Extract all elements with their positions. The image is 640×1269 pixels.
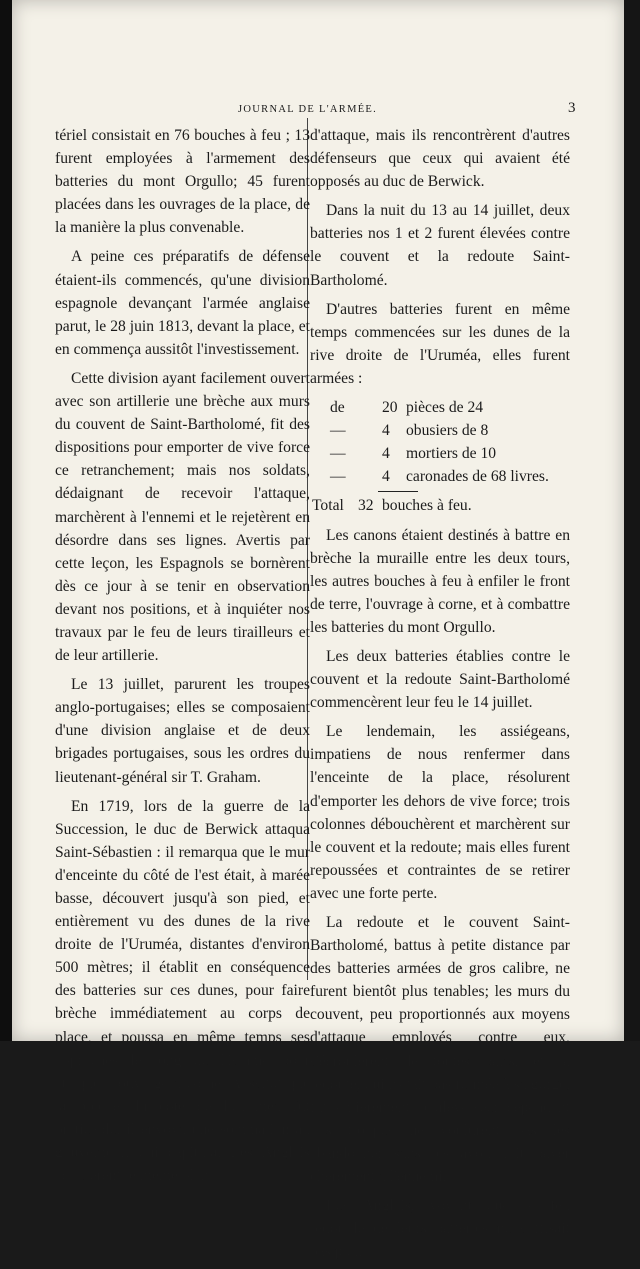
list-prefix: — — [330, 445, 346, 463]
paragraph: Dans la nuit du 13 au 14 juillet, deux batteries nos 1 et 2 furent élevées contre le couvent et la redoute Saint-Bartholomé. — [310, 202, 570, 289]
running-head: JOURNAL DE L'ARMÉE. — [238, 104, 378, 115]
paragraph: Les deux batteries établies contre le couvent et la redoute Saint-Bartholomé commencèrent leur feu le 14 juillet. — [310, 647, 570, 712]
armament-list — [310, 396, 570, 517]
total-rule — [378, 491, 418, 492]
book-page — [12, 0, 624, 1261]
list-item — [310, 419, 570, 442]
paragraph: En 1719, lors de la guerre de la Succession, le duc de Berwick attaqua Saint-Sébastien : il remarqua que le mur d'enceinte du côté de l'est était, à marée basse, découvert jusqu'à son pied, et entièrement vu des dunes de la rive droite de l'Uruméa, distantes d'environ 500 mètres; il établit en conséquence des batteries sur ces dunes, pour faire brèche immédiatement au corps de place, et poussa en même temps ses approches le long de l'isthme pour attaquer l'ouvrage à corne. Aussitôt que la brèche du côté de l'Uruméa fut praticable, il envoya une sommation au gouverneur, qui capitula. Les Anglais adoptèrent le même plan — [55, 797, 310, 1185]
list-prefix: de — [330, 399, 345, 417]
list-label: obusiers de 8 — [406, 422, 489, 440]
total-label: Total — [312, 497, 344, 515]
paragraph: La redoute et le couvent Saint-Bartholomé, battus à petite distance par des batteries armées de gros calibre, ne furent bientôt plus tenables; les murs du couvent, peu proportionnés aux moyens d'attaque employés contre eux, s'écroulèrent de toutes parts, et la redoute, qui n'était pas fermée à sa gorge, fut entièrement bouleversée; cependant nos troupes ne voulurent pas les abandonner sans les avoir fait payer chèrement à l'ennemi. — [310, 914, 570, 1186]
list-count: 4 — [382, 445, 390, 463]
left-column — [55, 124, 310, 1193]
scan-border-right — [624, 0, 640, 1041]
paragraph: Le 13 juillet, parurent les troupes anglo-portugaises; elles se composaient d'une division anglaise et de deux brigades portugaises, sous les ordres du lieutenant-général sir T. Graham. — [55, 676, 310, 786]
list-label: pièces de 24 — [406, 399, 484, 417]
total-count: 32 — [358, 497, 374, 515]
list-item — [310, 396, 570, 419]
list-label: caronades de 68 livres. — [406, 468, 549, 486]
paragraph: Cette division ayant facilement ouvert avec son artillerie une brèche aux murs du couvent de Saint-Bartholomé, fit des dispositions pour emporter de vive force ce retranchement; mais nos soldats, dédaignant de recevoir l'attaque, marchèrent à l'ennemi et le rejetèrent en désordre dans ses lignes. Avertis par cette leçon, les Espagnols se bornèrent dès ce jour à se tenir en observation devant nos positions, et à inquiéter nos travaux par le feu de leurs tirailleurs et de leur artillerie. — [55, 369, 310, 665]
list-count: 20 — [382, 399, 398, 417]
total-line — [310, 494, 570, 517]
list-count: 4 — [382, 468, 390, 486]
paragraph: Les Anglais, voyant que le feu redoublé de leurs batteries ne suffisait pas pour — [310, 1197, 570, 1261]
list-item — [310, 442, 570, 465]
list-prefix: — — [330, 468, 346, 486]
page-number: 3 — [568, 100, 576, 116]
list-label: mortiers de 10 — [406, 445, 497, 463]
list-item — [310, 465, 570, 488]
right-column — [310, 124, 570, 1269]
scan-border-left — [0, 0, 12, 1041]
paragraph: D'autres batteries furent en même temps commencées sur les dunes de la rive droite de l'Uruméa, elles furent armées : — [310, 300, 570, 387]
paragraph: tériel consistait en 76 bouches à feu ; 13 furent employées à l'armement des batteries du mont Orgullo; 45 furent placées dans les ouvrages de la place, de la manière la plus convenable. — [55, 127, 310, 237]
paragraph: A peine ces préparatifs de défense étaient-ils commencés, qu'une division espagnole devançant l'armée anglaise parut, le 28 juin 1813, devant la place, et en commença aussitôt l'investissement. — [55, 248, 310, 358]
paragraph: d'attaque, mais ils rencontrèrent d'autres défenseurs que ceux qui avaient été opposés au duc de Berwick. — [310, 127, 570, 191]
list-count: 4 — [382, 422, 390, 440]
list-prefix: — — [330, 422, 346, 440]
paragraph: Le lendemain, les assiégeans, impatiens de nous renfermer dans l'enceinte de la place, résolurent d'emporter les dehors de vive force; trois colonnes débouchèrent et marchèrent sur le couvent et la redoute; mais elles furent repoussées et contraintes de se retirer avec une forte perte. — [310, 723, 570, 902]
total-unit: bouches à feu. — [382, 497, 472, 515]
paragraph: Les canons étaient destinés à battre en brèche la muraille entre les deux tours, les autres bouches à feu à enfiler le front de terre, l'ouvrage à corne, et à combattre les batteries du mont Orgullo. — [310, 526, 570, 636]
